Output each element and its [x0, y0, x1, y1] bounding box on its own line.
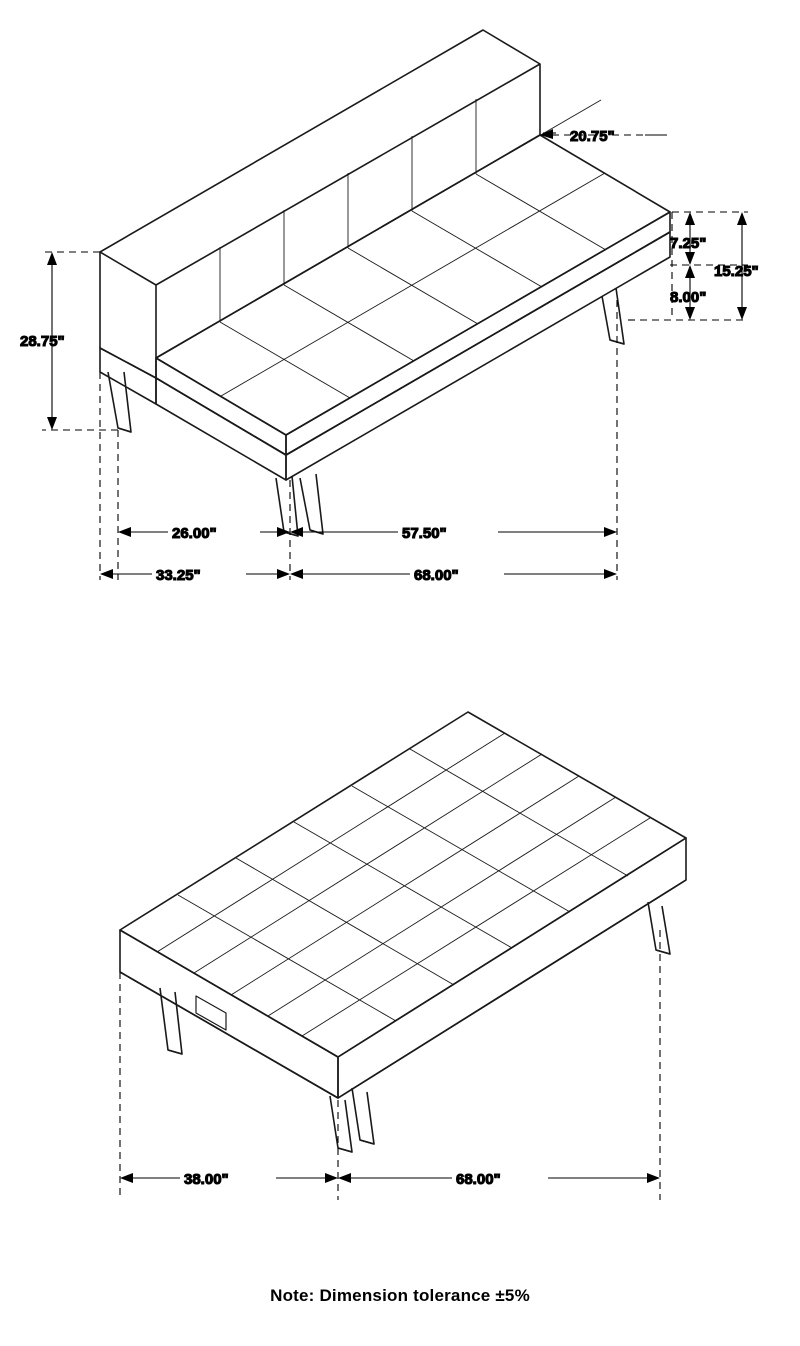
dim-7-25-label: 7.25" — [670, 235, 707, 252]
dim-33-25-label: 33.25" — [156, 567, 201, 584]
dim-38-00-label: 38.00" — [184, 1171, 229, 1188]
sofa-flat-illustration — [120, 712, 686, 1152]
dim-8-00-label: 8.00" — [670, 289, 707, 306]
dim-28-75-label: 28.75" — [20, 333, 65, 350]
dim-68-00-top-label: 68.00" — [414, 567, 459, 584]
dim-68-00-bottom-label: 68.00" — [456, 1171, 501, 1188]
upright-dimensions — [20, 128, 759, 585]
tolerance-note: Note: Dimension tolerance ±5% — [270, 1286, 530, 1305]
dim-15-25-label: 15.25" — [714, 263, 759, 280]
dim-20-75-label: 20.75" — [570, 128, 615, 145]
dim-26-00-label: 26.00" — [172, 525, 217, 542]
sofa-upright-illustration — [100, 30, 670, 536]
dim-57-50-label: 57.50" — [402, 525, 447, 542]
